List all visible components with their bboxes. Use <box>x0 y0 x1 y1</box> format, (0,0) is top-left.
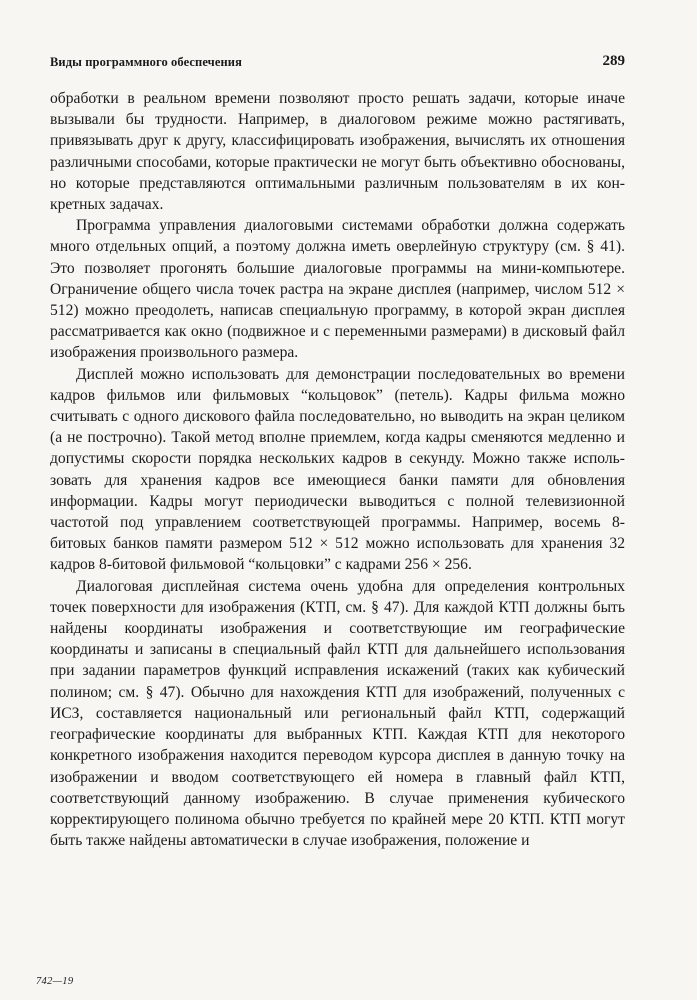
printer-signature: 742—19 <box>36 976 74 987</box>
paragraph-continuation: обработки в реальном времени позволяют просто решать задачи, которые иначе вызывали бы трудности. Например, в диалоговом режиме можно растягивать, привязывать друг к другу, классифицировать изображения, вычислять их отношения различными способами, которые практически не могут быть объективно обоснованы, но которые представляются оптимальными различным пользователям в их конкретных задачах. <box>50 90 625 214</box>
paragraph-control-points: Диалоговая дисплейная система очень удобна для определения контрольных точек поверхности для изображения (КТП, см. § 47). Для каждой КТП должны быть найдены координаты изображения и соответствующие им географические координаты и записаны в специальный файл КТП для дальнейшего использования при задании параметров функций исправления искажений (таких как кубический полином; см. § 47). Обычно для нахождения КТП для изображений, полученных с ИСЗ, составляется национальный или региональный файл КТП, содержащий географические координаты для выбранных КТП. Каждая КТП для некоторого конкретного изображения находится переводом курсора дисплея в данную точку на изображении и вводом соответствующего ей номера в главный файл КТП, соответствующий данному изображению. В случае применения кубического корректирующего полинома обычно требуется по крайней мере 20 КТП. КТП могут быть также найдены автоматически в случае изображения, положение и <box>50 577 625 850</box>
body-text <box>50 88 625 851</box>
paragraph-dialog-program: Программа управления диалоговыми системами обработки должна содержать много отдельных опций, а поэтому должна иметь оверлейную структуру (см. § 41). Это позволяет прогонять большие диалоговые программы на мини-компьютере. Ограничение общего числа точек растра на экране дисплея (например, числом 512 × 512) можно преодолеть, написав специальную программу, в которой экран дисплея рассматривается как окно (подвижное и с переменными размерами) в дисковый файл изображения произвольного размера. <box>50 217 625 362</box>
running-title: Виды программного обеспечения <box>50 55 242 69</box>
paragraph-film-frames: Дисплей можно использовать для демонстрации последовательных во времени кадров фильмов или фильмовых “кольцовок” (петель). Кадры фильма можно считывать с одного дискового файла последовательно, но выводить на экран целиком (а не построчно). Такой метод вполне приемлем, когда кадры сменяются медленно и допустимы скорости порядка нескольких кадров в секунду. Можно также использовать для хранения кадров все имеющиеся банки памяти для обновления информации. Кадры могут периодически выводиться с полной телевизионной частотой под управлением соответствующей программы. Например, восемь 8-битовых банков памяти размером 512 × 512 можно использовать для хранения 32 кадров 8-битовой фильмовой “кольцовки” с кадрами 256 × 256. <box>50 365 625 574</box>
running-head <box>50 55 625 73</box>
page-number: 289 <box>602 53 625 69</box>
